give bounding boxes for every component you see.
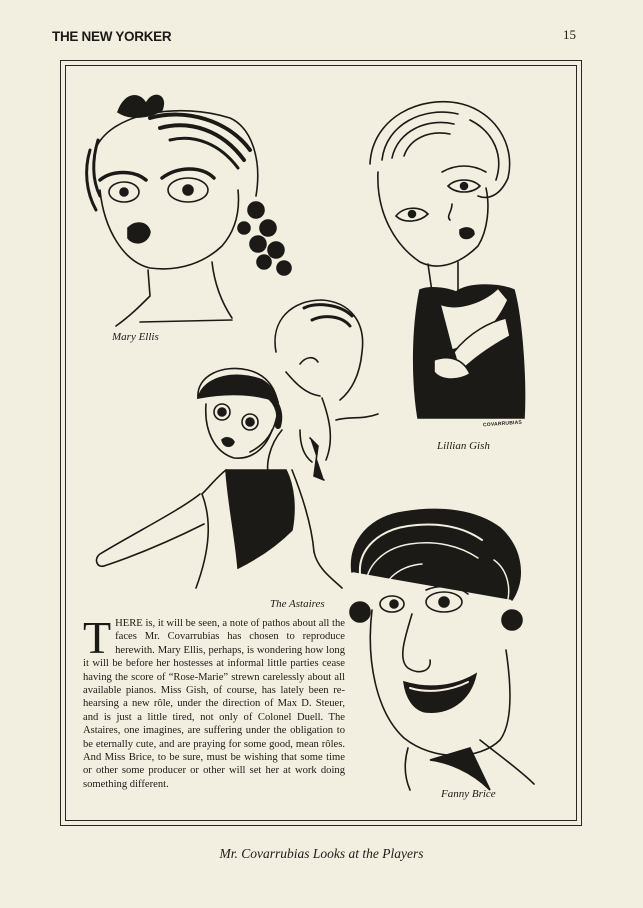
caption-mary-ellis: Mary Ellis <box>112 331 159 343</box>
astaires-caricature <box>97 300 378 588</box>
masthead: THE NEW YORKER <box>52 29 172 44</box>
article-text <box>83 612 345 791</box>
caption-lillian-gish: Lillian Gish <box>437 440 490 452</box>
caption-astaires: The Astaires <box>270 598 325 610</box>
page-title-footer: Mr. Covarrubias Looks at the Players <box>219 846 424 861</box>
drop-cap: T <box>83 612 112 663</box>
artist-signature: COVARRUBIAS <box>482 419 523 429</box>
mary-ellis-caricature <box>87 95 291 326</box>
page-number: 15 <box>563 27 576 42</box>
lillian-gish-caricature <box>370 102 525 418</box>
fanny-brice-caricature <box>350 509 534 790</box>
caption-fanny-brice: Fanny Brice <box>441 788 496 800</box>
article-body: HERE is, it will be seen, a note of pathos about all the faces Mr. Covarrubias has chosen to reproduce herewith. Mary Ellis, perhaps, is wondering how long it will be before her hostesses at informal little parties cease having the score of “Rose-Marie” strewn carelessly about all available pianos. Miss Gish, of course, has lately been rehearsing a new rôle, under the direction of Max D. Steuer, and is just a little tired, not only of Colonel Duell. The Astaires, one imagines, are suffering under the obligation to be eternally cute, and are praying for some good, mean rôles. And Miss Brice, to be sure, must be wishing that some time or other some producer or other will set her at work doing something different. <box>83 618 345 790</box>
